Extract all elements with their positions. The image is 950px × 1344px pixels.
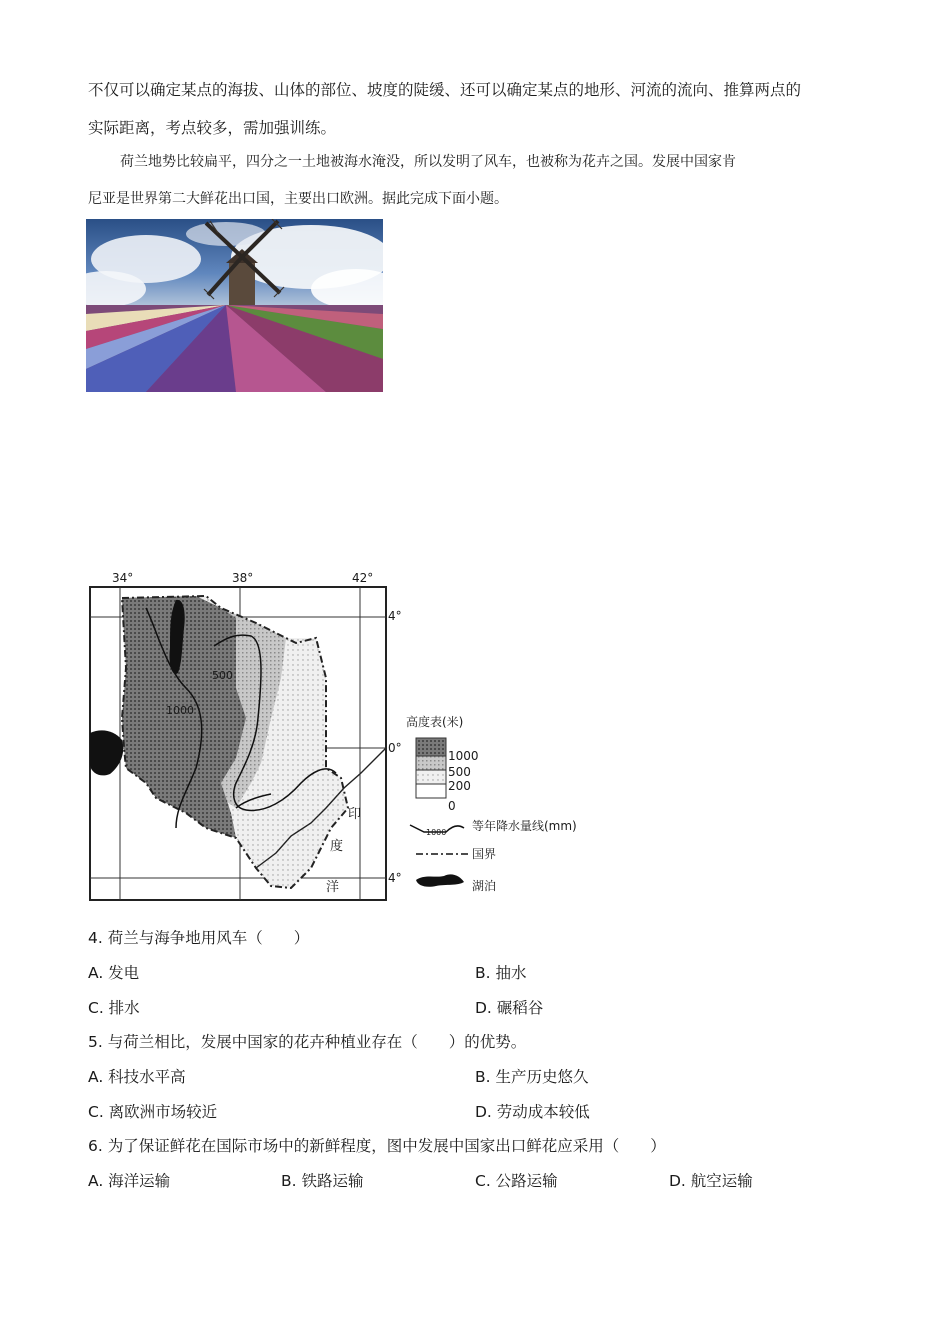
legend-level-500: 500 [448, 765, 471, 779]
contour-label-500: 500 [212, 669, 233, 682]
legend-level-1000: 1000 [448, 749, 479, 763]
legend-isohyet: 等年降水量线(mm) [472, 819, 577, 833]
question-4-option-c[interactable]: C. 排水 [88, 999, 140, 1017]
question-6-option-d[interactable]: D. 航空运输 [669, 1172, 753, 1190]
map-legend [406, 714, 577, 893]
legend-title: 高度表(米) [406, 715, 464, 729]
question-6-option-b[interactable]: B. 铁路运输 [281, 1172, 364, 1190]
legend-isohyet-value: 1000 [426, 828, 447, 837]
windmill-tulip-photo [86, 219, 383, 392]
ocean-label-3: 洋 [326, 880, 340, 895]
question-5-stem: 5. 与荷兰相比，发展中国家的花卉种植业存在（ ）的优势。 [88, 1033, 527, 1051]
question-6-stem: 6. 为了保证鲜花在国际市场中的新鲜程度，图中发展中国家出口鲜花应采用（ ） [88, 1137, 666, 1155]
question-4-option-d[interactable]: D. 碾稻谷 [475, 999, 544, 1017]
question-6-option-c[interactable]: C. 公路运输 [475, 1172, 558, 1190]
kenya-relief-map [86, 568, 606, 903]
legend-lake: 湖泊 [472, 879, 497, 893]
ocean-label-2: 度 [330, 839, 344, 854]
lon-label-42: 42° [352, 571, 374, 585]
question-4-option-b[interactable]: B. 抽水 [475, 964, 527, 982]
passage-line-1: 荷兰地势比较扁平，四分之一土地被海水淹没，所以发明了风车，也被称为花卉之国。发展中国家肯 [120, 154, 736, 170]
lon-label-38: 38° [232, 571, 254, 585]
lat-label-4n: 4° [388, 609, 402, 623]
question-5-option-c[interactable]: C. 离欧洲市场较近 [88, 1103, 218, 1121]
lat-label-0: 0° [388, 741, 402, 755]
question-6-option-a[interactable]: A. 海洋运输 [88, 1172, 171, 1190]
lat-label-4s: 4° [388, 871, 402, 885]
legend-level-0: 0 [448, 799, 456, 813]
legend-level-200: 200 [448, 779, 471, 793]
contour-label-1000: 1000 [166, 704, 194, 717]
lon-label-34: 34° [112, 571, 134, 585]
question-4-option-a[interactable]: A. 发电 [88, 964, 140, 982]
question-4-stem: 4. 荷兰与海争地用风车（ ） [88, 929, 310, 947]
legend-border: 国界 [472, 847, 497, 861]
ocean-label-1: 印 [348, 807, 362, 822]
question-5-option-d[interactable]: D. 劳动成本较低 [475, 1103, 590, 1121]
question-5-option-a[interactable]: A. 科技水平高 [88, 1068, 186, 1086]
intro-line-1: 不仅可以确定某点的海拔、山体的部位、坡度的陡缓、还可以确定某点的地形、河流的流向、推算两点的 [88, 81, 802, 99]
intro-line-2: 实际距离，考点较多，需加强训练。 [88, 119, 337, 137]
question-5-option-b[interactable]: B. 生产历史悠久 [475, 1068, 589, 1086]
passage-line-2: 尼亚是世界第二大鲜花出口国，主要出口欧洲。据此完成下面小题。 [88, 191, 508, 207]
